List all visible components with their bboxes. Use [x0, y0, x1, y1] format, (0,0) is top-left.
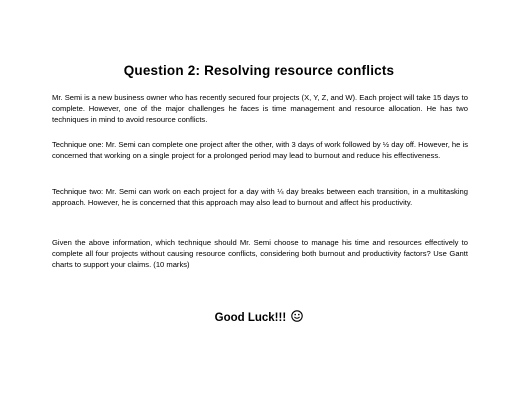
- smiley-face-icon: [291, 310, 303, 326]
- question-title: Question 2: Resolving resource conflicts: [123, 63, 395, 78]
- intro-paragraph: Mr. Semi is a new business owner who has recently secured four projects (X, Y, Z, and W). Each project will take 15 days to complete. However, one of the major challenges he faces is time management and resource allocation. He has two techniques in mind to avoid resource conflicts.: [52, 93, 468, 124]
- question-prompt-paragraph: Given the above information, which technique should Mr. Semi choose to manage his time and resources effectively to complete all four projects without causing resource conflicts, considering both burnout and productivity factors? Use Gantt charts to support your claims. (10 marks): [52, 238, 468, 269]
- closing-line: [0, 310, 518, 326]
- technique-two-paragraph: Technique two: Mr. Semi can work on each project for a day with ¼ day breaks between each transition, in a multitasking approach. However, he is concerned that this approach may also lead to burnout and affect his productivity.: [52, 187, 468, 207]
- closing-text: Good Luck!!!: [214, 312, 287, 324]
- technique-one-paragraph: Technique one: Mr. Semi can complete one project after the other, with 3 days of work followed by ½ day off. However, he is concerned that working on a single project for a prolonged period may lead to burnout and reduce his effectiveness.: [52, 140, 468, 160]
